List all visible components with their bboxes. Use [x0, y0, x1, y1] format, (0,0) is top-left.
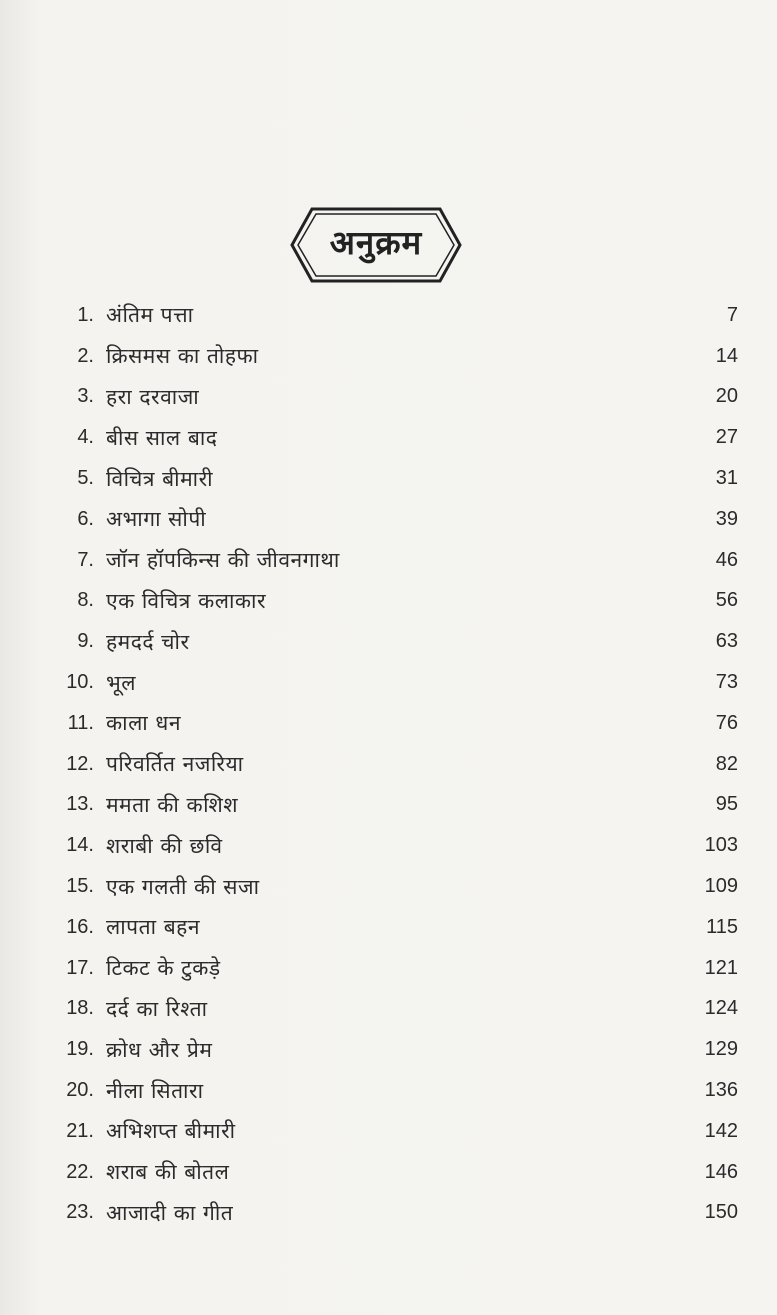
entry-title: जॉन हॉपकिन्स की जीवनगाथा	[106, 548, 340, 573]
entry-number: 7.	[77, 548, 94, 571]
entry-page-number: 82	[715, 752, 738, 775]
entry-title: भूल	[106, 670, 137, 695]
entry-number: 3.	[77, 385, 94, 408]
entry-number: 9.	[77, 630, 94, 653]
entry-number: 21.	[66, 1119, 94, 1142]
entry-page-number: 63	[715, 630, 738, 653]
entry-title: परिवर्तित नजरिया	[106, 752, 244, 777]
entry-number: 16.	[66, 915, 94, 938]
entry-number: 2.	[77, 344, 94, 367]
entry-number: 22.	[66, 1160, 94, 1183]
toc-entry	[46, 417, 746, 458]
entry-number: 19.	[66, 1038, 94, 1061]
toc-entry	[46, 540, 746, 581]
toc-entry	[46, 621, 746, 662]
entry-page-number: 20	[715, 385, 738, 408]
toc-entry	[46, 948, 746, 989]
entry-page-number: 39	[715, 507, 738, 530]
entry-number: 20.	[66, 1079, 94, 1102]
toc-entry	[46, 1111, 746, 1152]
entry-page-number: 129	[704, 1038, 738, 1061]
entry-title: दर्द का रिश्ता	[106, 996, 208, 1021]
entry-number: 12.	[66, 752, 94, 775]
entry-page-number: 73	[715, 671, 738, 694]
entry-page-number: 115	[706, 915, 738, 938]
entry-number: 15.	[66, 875, 94, 898]
toc-entry	[46, 989, 746, 1030]
entry-title: हरा दरवाजा	[106, 384, 200, 409]
toc-entry	[46, 499, 746, 540]
entry-title: लापता बहन	[106, 915, 200, 940]
toc-entry	[46, 1070, 746, 1111]
entry-title: बीस साल बाद	[106, 425, 218, 450]
entry-page-number: 109	[704, 875, 738, 898]
entry-title: क्रिसमस का तोहफा	[106, 344, 259, 369]
toc-entry	[46, 1152, 746, 1193]
entry-number: 5.	[77, 467, 94, 490]
entry-title: अभागा सोपी	[106, 507, 207, 532]
entry-page-number: 142	[704, 1119, 738, 1142]
toc-entry	[46, 458, 746, 499]
entry-page-number: 31	[715, 467, 738, 490]
entry-number: 14.	[66, 834, 94, 857]
entry-page-number: 124	[704, 997, 738, 1020]
toc-entry	[46, 662, 746, 703]
toc-entry	[46, 377, 746, 418]
toc-entry	[46, 1029, 746, 1070]
entry-number: 18.	[66, 997, 94, 1020]
entry-page-number: 27	[715, 426, 738, 449]
toc-entry	[46, 295, 746, 336]
entry-title: काला धन	[106, 711, 181, 736]
entry-title: टिकट के टुकड़े	[106, 956, 221, 981]
entry-title: हमदर्द चोर	[106, 629, 190, 654]
entry-page-number: 46	[715, 548, 738, 571]
entry-title: ममता की कशिश	[106, 792, 239, 817]
entry-page-number: 136	[704, 1079, 738, 1102]
heading-badge	[290, 205, 462, 285]
entry-page-number: 150	[704, 1201, 738, 1224]
entry-title: नीला सितारा	[106, 1078, 204, 1103]
entry-page-number: 76	[715, 711, 738, 734]
entry-title: आजादी का गीत	[106, 1200, 234, 1225]
toc-entry	[46, 785, 746, 826]
entry-page-number: 103	[704, 834, 738, 857]
entry-number: 13.	[66, 793, 94, 816]
page-title: अनुक्रम	[329, 223, 423, 262]
entry-number: 11.	[67, 711, 94, 734]
entry-page-number: 146	[704, 1160, 738, 1183]
entry-number: 8.	[77, 589, 94, 612]
entry-number: 1.	[77, 303, 94, 326]
table-of-contents	[46, 295, 746, 1233]
entry-number: 4.	[77, 426, 94, 449]
toc-entry	[46, 907, 746, 948]
toc-entry	[46, 744, 746, 785]
toc-entry	[46, 825, 746, 866]
entry-number: 6.	[77, 507, 94, 530]
entry-page-number: 14	[715, 344, 738, 367]
entry-title: एक गलती की सजा	[106, 874, 260, 899]
entry-title: अभिशप्त बीमारी	[106, 1119, 236, 1144]
toc-entry	[46, 1193, 746, 1234]
toc-entry	[46, 703, 746, 744]
entry-number: 10.	[66, 671, 94, 694]
toc-entry	[46, 581, 746, 622]
entry-page-number: 56	[715, 589, 738, 612]
entry-title: शराबी की छवि	[106, 833, 223, 858]
entry-page-number: 95	[715, 793, 738, 816]
entry-title: शराब की बोतल	[106, 1160, 230, 1185]
entry-number: 17.	[66, 956, 94, 979]
entry-title: क्रोध और प्रेम	[106, 1037, 213, 1062]
entry-page-number: 121	[704, 956, 738, 979]
entry-title: एक विचित्र कलाकार	[106, 588, 267, 613]
toc-entry	[46, 866, 746, 907]
entry-title: अंतिम पत्ता	[106, 303, 194, 328]
toc-entry	[46, 336, 746, 377]
entry-number: 23.	[66, 1201, 94, 1224]
entry-page-number: 7	[726, 303, 738, 326]
entry-title: विचित्र बीमारी	[106, 466, 214, 491]
